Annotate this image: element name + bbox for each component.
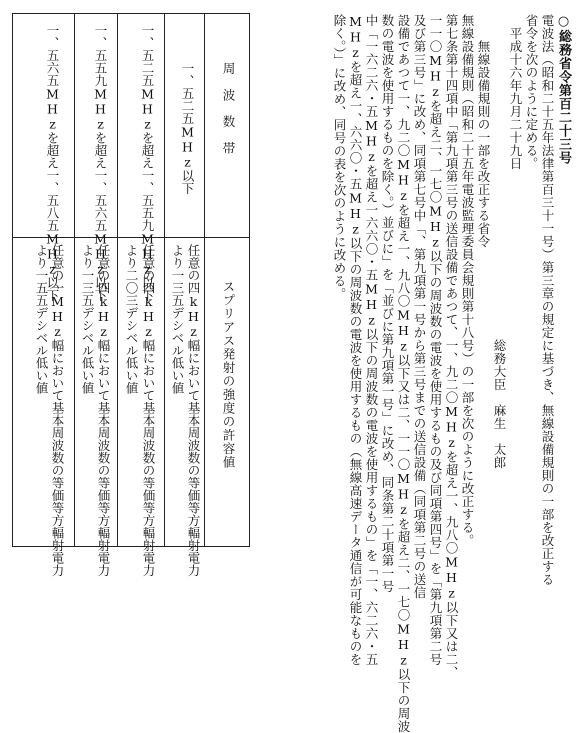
text-line-10: 設備であつて一、九二〇MHzを超え一、九八〇MHz以下又は二、一一〇MHzを超え二、一七〇MHz以下の周波 xyxy=(396,14,411,733)
table-divider xyxy=(117,13,118,547)
table-divider xyxy=(204,13,205,547)
text-line-12: 中「一六二六・五MHzを超え一六六〇・五MHz以下の周波数の電波を使用するもの」を「一、六二六・五 xyxy=(364,14,379,666)
header-spurious-limit: スプリアス発射の強度の許容値 xyxy=(221,280,236,469)
text-line-7: 第七条第十四項中「第九項第三号の送信設備であつて、一、九二〇MHzを超え一、九八〇MHz以下又は二、 xyxy=(444,14,459,679)
table-row-limit: より一三五デシベル低い値 xyxy=(170,244,185,394)
text-line-1: 電波法（昭和二十五年法律第百三十一号）第三章の規定に基づき、無線設備規則の一部を改正する xyxy=(540,14,555,586)
table-row-limit: 任意の一MHz幅において基本周波数の等価等方輻射電力 xyxy=(50,244,65,577)
table-row-limit: より二〇三デシベル低い値 xyxy=(124,244,139,394)
text-line-5: 無線設備規則の一部を改正する省令 xyxy=(476,14,491,248)
text-line-4: 総務大臣 麻生 太郎 xyxy=(492,14,507,469)
table-divider xyxy=(164,13,165,547)
table-row-limit: 任意の四kHz幅において基本周波数の等価等方輻射電力 xyxy=(141,244,156,577)
notice-title: ○総務省令第百二十三号 xyxy=(556,14,571,165)
text-line-6: 無線設備規則（昭和二十五年電波監理委員会規則第十八号）の一部を次のように改正する。 xyxy=(460,14,475,547)
table-row-band: 一、五六五MHzを超え一、五八五MHz以下 xyxy=(45,24,60,302)
table-row-band: 一、五二五MHzを超え一、五五九MHz以下 xyxy=(140,24,155,302)
text-line-13: MHzを超え一、六六〇・五MHz以下の周波数の電波を使用するもの（無線高速データ通信が可能なものを xyxy=(348,14,363,666)
table-row-limit: 任意の四kHz幅において基本周波数の等価等方輻射電力 xyxy=(96,244,111,577)
text-line-2: 省令を次のように定める。 xyxy=(524,14,539,170)
text-line-9: 及び第三号」に改め、同項第七号中「、第九項第一号から第三号までの送信設備（同項第二号の送信 xyxy=(412,14,427,599)
table-row-band: 一、五五九MHzを超え一、五六五MHz以下 xyxy=(93,24,108,302)
text-line-11: 数の電波を使用するものを除く。）並びに」を「並びに第九項第一号」に改め、同条第二十項第一号 xyxy=(380,14,395,593)
header-frequency-band: 周波数帯 xyxy=(221,62,236,168)
text-line-3: 平成十六年九月二十九日 xyxy=(508,14,523,170)
table-divider xyxy=(74,13,75,547)
table-row-limit: より一五五デシベル低い値 xyxy=(34,244,49,394)
table-row-limit: 任意の四kHz幅において基本周波数の等価等方輻射電力 xyxy=(186,244,201,577)
table-row-limit: より一三五デシベル低い値 xyxy=(80,244,95,394)
text-line-14: 除く。）」に改め、同号の表を次のように改める。 xyxy=(332,14,347,301)
table-row-band: 一、五二五MHz以下 xyxy=(180,62,195,195)
text-line-8: 一一〇MHzを超え二、一七〇MHz以下の周波数の電波を使用するもの及び同項第四号」を「第九項第二号 xyxy=(428,14,443,666)
